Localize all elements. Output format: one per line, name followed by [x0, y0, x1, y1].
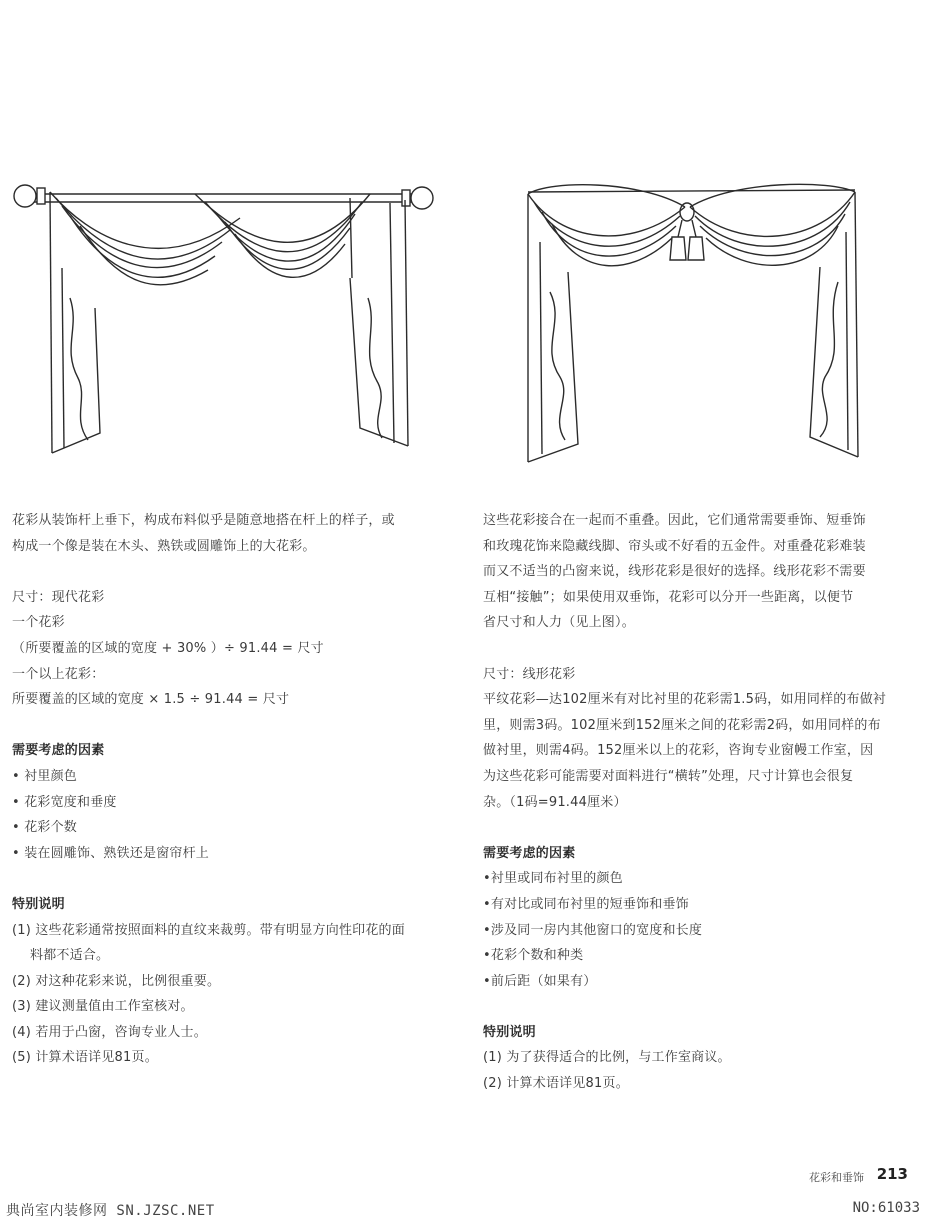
watermark-site: 典尚室内装修网 SN.JZSC.NET	[6, 1203, 215, 1219]
left-text-line: 一个以上花彩：	[12, 666, 105, 682]
right-text-line: 这些花彩接合在一起而不重叠。因此，它们通常需要垂饰、短垂饰	[483, 513, 866, 528]
right-text-line: (2) 计算术语详见81页。	[483, 1076, 629, 1092]
left-text-line: 所要覆盖的区域的宽度 × 1.5 ÷ 91.44 = 尺寸	[12, 692, 290, 708]
right-text-line: 里，则需3码。102厘米到152厘米之间的花彩需2码，如用同样的布	[483, 717, 881, 733]
right-text-line: •花彩个数和种类	[483, 948, 584, 964]
curtain-swag-pole-illustration	[10, 178, 440, 460]
left-heading: 需要考虑的因素	[12, 743, 105, 759]
left-heading: 特别说明	[12, 896, 65, 912]
right-text-line: •有对比或同布衬里的短垂饰和垂饰	[483, 896, 689, 912]
left-spacer	[12, 713, 452, 739]
left-text-line: 构成一个像是装在木头、熟铁或圆雕饰上的大花彩。	[12, 538, 316, 554]
left-text-line: (4) 若用于凸窗，咨询专业人士。	[12, 1024, 207, 1040]
left-text-line: 料都不适合。	[30, 948, 110, 964]
page-number: 213	[876, 1165, 908, 1183]
footer-section-title: 花彩和垂饰	[809, 1171, 864, 1184]
right-text-line: 互相“接触”；如果使用双垂饰，花彩可以分开一些距离，以便节	[483, 589, 854, 605]
right-text-column	[483, 508, 923, 1097]
left-spacer	[12, 866, 452, 892]
right-text-line: •前后距（如果有）	[483, 973, 597, 989]
left-text-line: • 花彩宽度和垂度	[12, 794, 117, 810]
right-text-line: 为这些花彩可能需要对面料进行“横转”处理，尺寸计算也会很复	[483, 768, 854, 784]
right-spacer	[483, 994, 923, 1020]
right-text-line: 和玫瑰花饰来隐藏线脚、帘头或不好看的五金件。对重叠花彩难装	[483, 538, 866, 554]
left-text-line: (2) 对这种花彩来说，比例很重要。	[12, 973, 221, 989]
right-heading: 需要考虑的因素	[483, 845, 576, 861]
left-text-line: 一个花彩	[12, 615, 65, 631]
watermark-number: NO:61033	[852, 1200, 920, 1216]
left-text-line: 花彩从装饰杆上垂下，构成布料似乎是随意地搭在杆上的样子，或	[12, 513, 395, 528]
right-text-line: •衬里或同布衬里的颜色	[483, 871, 623, 887]
left-text-line: (3) 建议测量值由工作室核对。	[12, 999, 194, 1015]
right-heading: 特别说明	[483, 1024, 536, 1040]
left-text-line: • 衬里颜色	[12, 768, 78, 784]
right-text-line: 省尺寸和人力（见上图）。	[483, 615, 635, 631]
left-text-line: 尺寸：现代花彩	[12, 589, 105, 605]
left-text-line: • 花彩个数	[12, 820, 78, 836]
left-text-line: (5) 计算术语详见81页。	[12, 1050, 158, 1066]
right-text-line: (1) 为了获得适合的比例，与工作室商议。	[483, 1050, 731, 1066]
curtain-swag-tassel-illustration	[520, 182, 865, 467]
left-text-line: (1) 这些花彩通常按照面料的直纹来裁剪。带有明显方向性印花的面	[12, 922, 405, 938]
right-text-line: 平纹花彩—达102厘米有对比衬里的花彩需1.5码，如用同样的布做衬	[483, 692, 887, 708]
right-text-line: •涉及同一房内其他窗口的宽度和长度	[483, 922, 703, 938]
right-text-line: 尺寸：线形花彩	[483, 666, 576, 682]
left-text-line: • 装在圆雕饰、熟铁还是窗帘杆上	[12, 845, 210, 861]
right-spacer	[483, 815, 923, 841]
right-text-line: 杂。（1码=91.44厘米）	[483, 794, 627, 810]
left-spacer	[12, 559, 452, 585]
right-text-line: 做衬里，则需4码。152厘米以上的花彩，咨询专业窗幔工作室，因	[483, 743, 874, 759]
left-text-column	[12, 508, 452, 1071]
right-spacer	[483, 636, 923, 662]
left-text-line: （所要覆盖的区域的宽度 + 30% ）÷ 91.44 = 尺寸	[12, 640, 324, 656]
right-text-line: 而又不适当的凸窗来说，线形花彩是很好的选择。线形花彩不需要	[483, 564, 866, 580]
